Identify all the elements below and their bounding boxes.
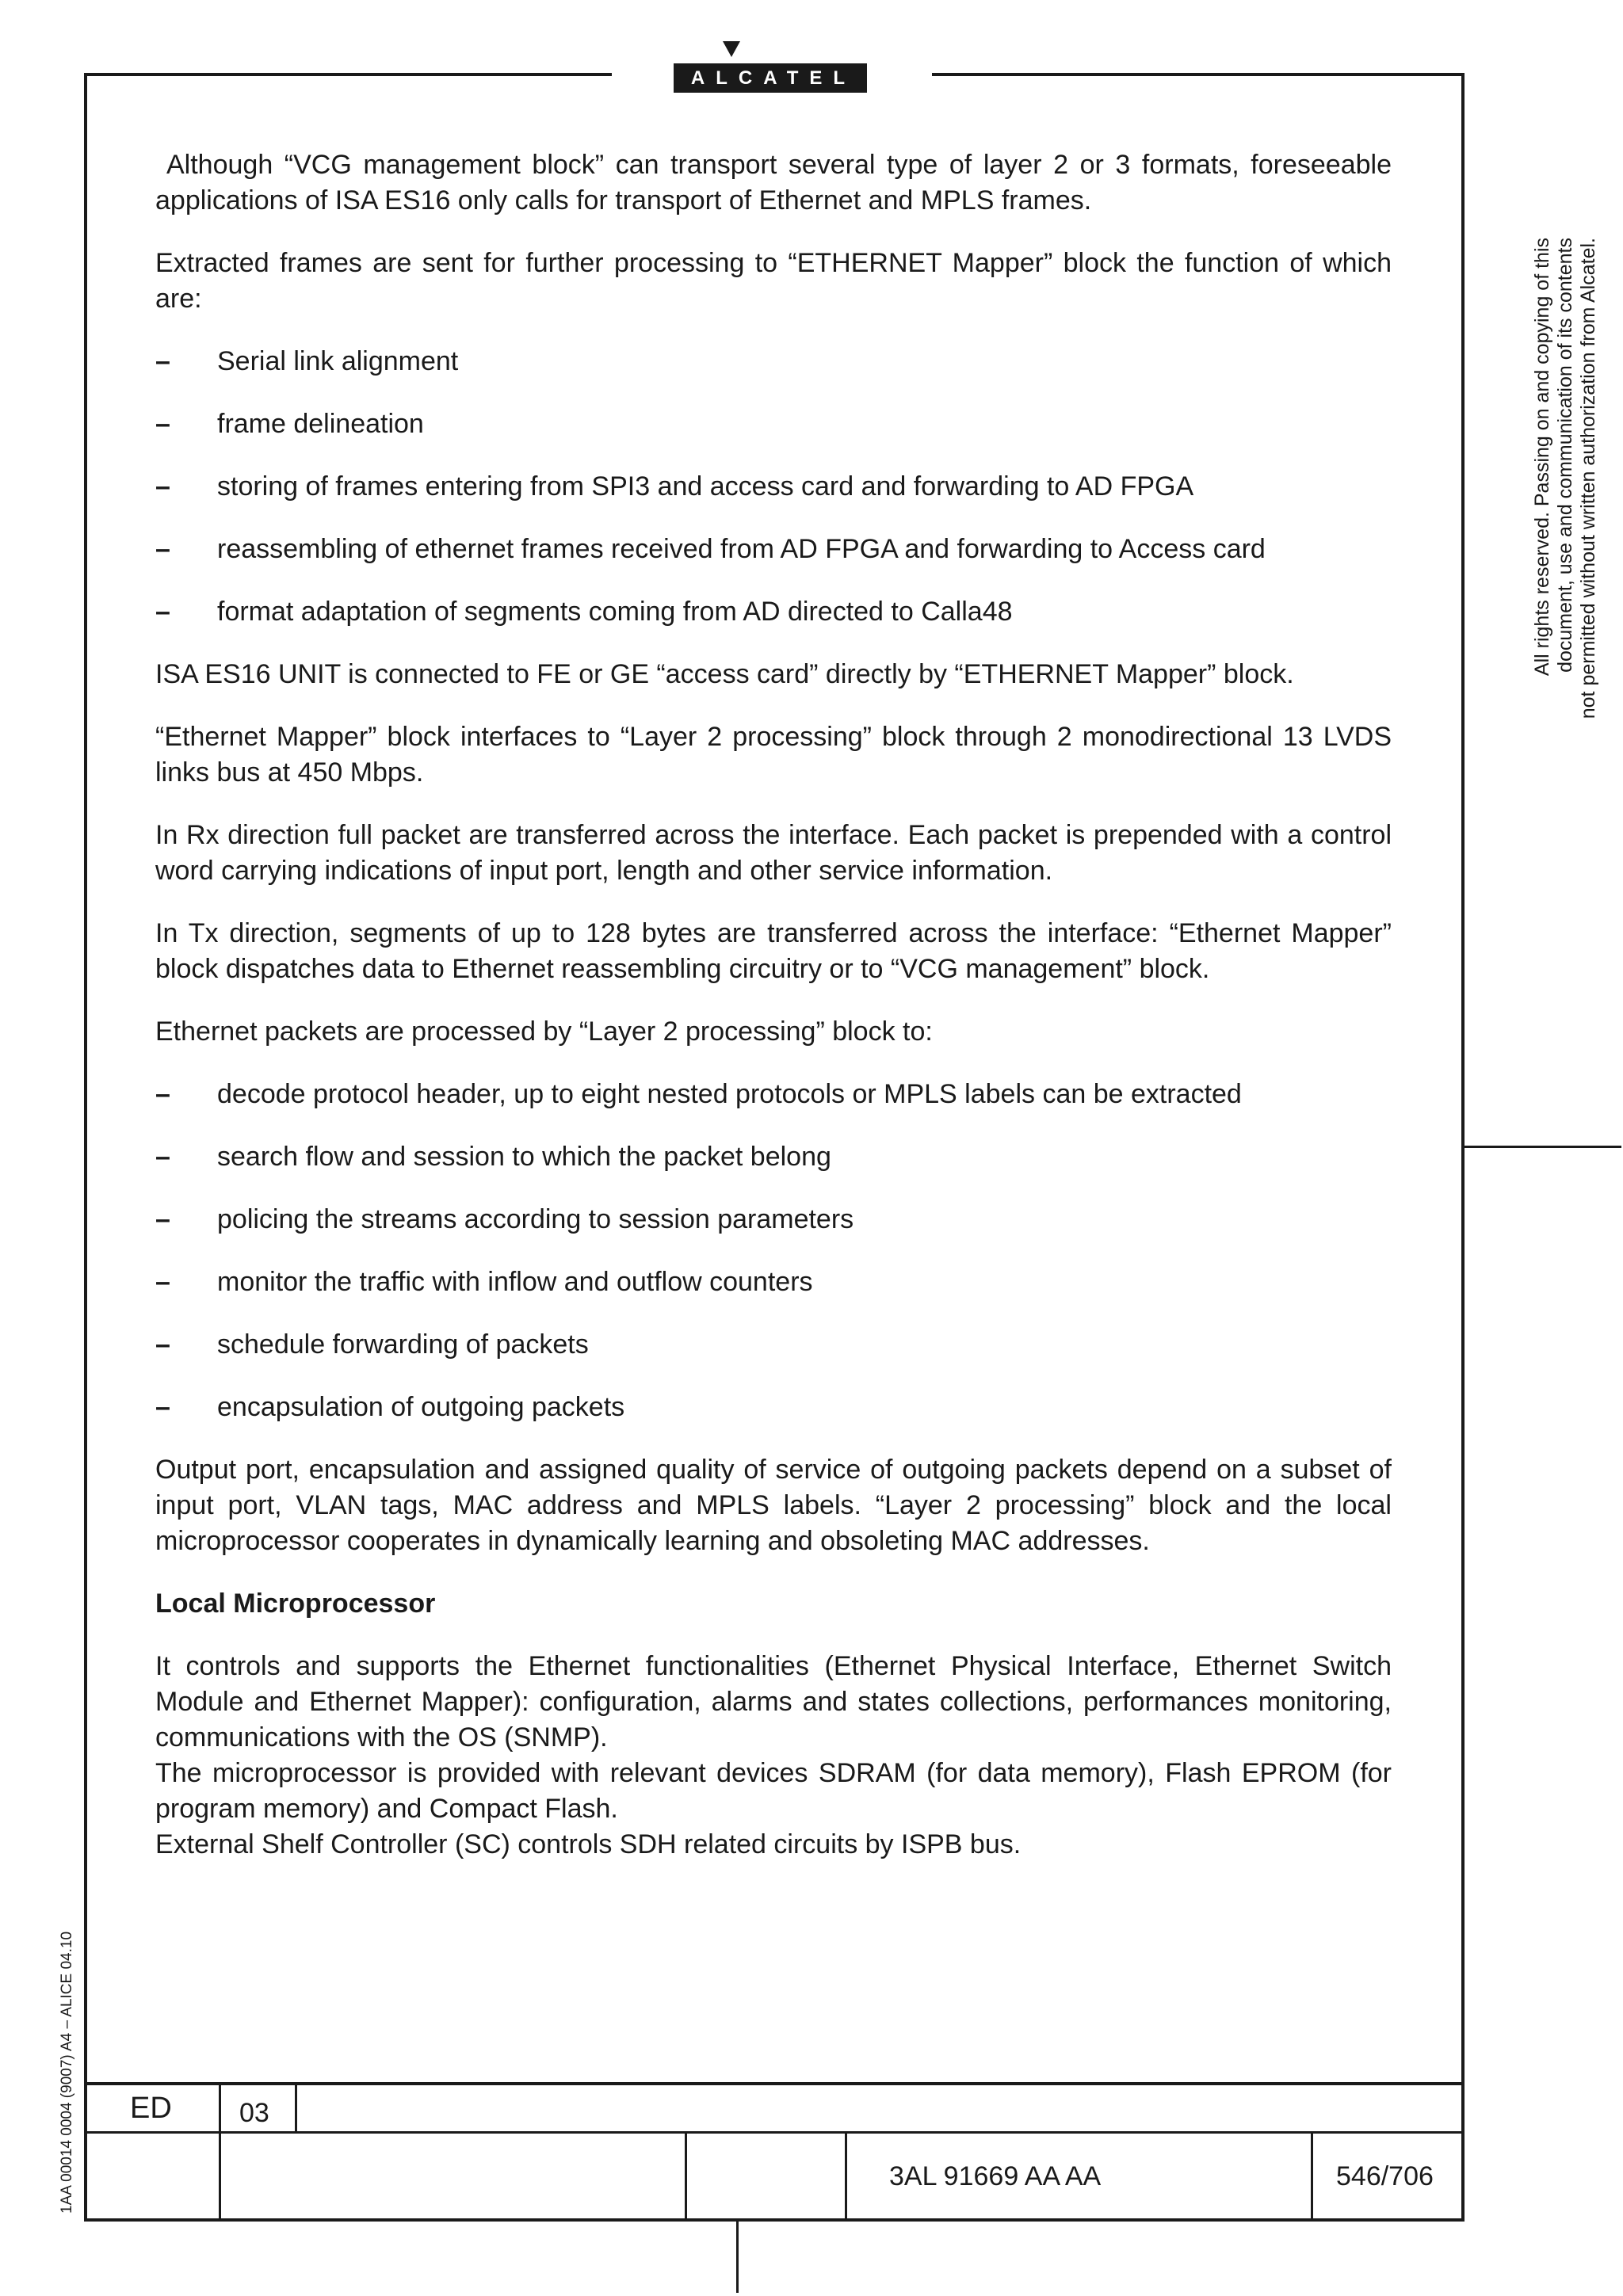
document-number: 3AL 91669 AA AA [889,2161,1102,2191]
margin-tick [1463,1146,1621,1148]
list-item-text: reassembling of ethernet frames received from AD FPGA and forwarding to Access card [217,534,1266,564]
frame-left [84,73,87,2220]
dash-marker: – [155,1204,170,1234]
list-item [155,406,1392,442]
logo-arrow-icon [723,41,740,57]
footer-bottom-line [84,2218,1465,2222]
dash-marker: – [155,1267,170,1297]
frame-top-left [84,73,612,76]
dash-marker: – [155,1392,170,1422]
list-item-text: Serial link alignment [217,346,459,376]
edition-label: ED [130,2092,172,2125]
list-item-text: policing the streams according to session parameters [217,1204,854,1234]
edition-value: 03 [239,2098,269,2128]
dash-marker: – [155,534,170,564]
footer-divider [845,2131,847,2220]
dash-marker: – [155,346,170,376]
copyright-line: All rights reserved. Passing on and copying of this [1531,238,1553,677]
footer-divider [219,2082,221,2220]
list-item-text: search flow and session to which the packet belong [217,1142,831,1172]
page-number: 546/706 [1336,2161,1434,2191]
paragraph: The microprocessor is provided with relevant devices SDRAM (for data memory), Flash EPROM (for program memory) and Compact Flash. [155,1758,1392,1824]
list-item [155,1077,1392,1112]
dash-marker: – [155,1079,170,1109]
list-item-text: monitor the traffic with inflow and outflow counters [217,1267,813,1297]
footer-divider [685,2131,687,2220]
list-item-text: frame delineation [217,409,424,439]
copyright-line: not permitted without written authorization from Alcatel. [1577,238,1599,719]
list-item [155,594,1392,630]
section-heading: Local Microprocessor [155,1589,436,1619]
paragraph: It controls and supports the Ethernet functionalities (Ethernet Physical Interface, Ethernet Switch Module and Ethernet Mapper): configuration, alarms and states collections, performances monitoring, communications with the OS (SNMP). [155,1651,1392,1753]
list-item-text: storing of frames entering from SPI3 and access card and forwarding to AD FPGA [217,471,1194,502]
footer-divider [1311,2131,1313,2220]
list-item [155,344,1392,379]
list-item [155,532,1392,567]
list-item [155,1139,1392,1175]
paragraph: In Tx direction, segments of up to 128 bytes are transferred across the interface: “Ethernet Mapper” block dispatches data to Ethernet reassembling circuitry or to “VCG management” block. [155,918,1392,984]
footer-stub [736,2220,739,2293]
footer-top-line [84,2082,1465,2085]
list-item [155,1327,1392,1363]
page-body [155,147,1392,1863]
footer-divider [295,2082,297,2133]
paragraph: “Ethernet Mapper” block interfaces to “Layer 2 processing” block through 2 monodirectional 13 LVDS links bus at 450 Mbps. [155,722,1392,788]
dash-marker: – [155,597,170,627]
list-item [155,1264,1392,1300]
list-item-text: encapsulation of outgoing packets [217,1392,625,1422]
paragraph: External Shelf Controller (SC) controls SDH related circuits by ISPB bus. [155,1829,1022,1859]
list-item [155,1390,1392,1425]
form-code: 1AA 00014 0004 (9007) A4 – ALICE 04.10 [59,1931,75,2214]
copyright-note [1531,238,1600,792]
paragraph: In Rx direction full packet are transferred across the interface. Each packet is prepended with a control word carrying indications of input port, length and other service information. [155,820,1392,886]
copyright-line: document, use and communication of its contents [1554,238,1576,673]
paragraph: Output port, encapsulation and assigned quality of service of outgoing packets depend on a subset of input port, VLAN tags, MAC address and MPLS labels. “Layer 2 processing” block and the local microprocessor cooperates in dynamically learning and obsoleting MAC addresses. [155,1455,1392,1556]
dash-marker: – [155,409,170,439]
list-item-text: format adaptation of segments coming from AD directed to Calla48 [217,597,1013,627]
list-item-text: schedule forwarding of packets [217,1329,589,1360]
paragraph: Although “VCG management block” can transport several type of layer 2 or 3 formats, foreseeable applications of ISA ES16 only calls for transport of Ethernet and MPLS frames. [155,150,1392,215]
dash-marker: – [155,1329,170,1360]
frame-top-right [932,73,1465,76]
paragraph: Ethernet packets are processed by “Layer 2 processing” block to: [155,1016,933,1047]
list-item-text: decode protocol header, up to eight nested protocols or MPLS labels can be extracted [217,1079,1242,1109]
dash-marker: – [155,471,170,502]
paragraph: Extracted frames are sent for further processing to “ETHERNET Mapper” block the function of which are: [155,248,1392,314]
paragraph: ISA ES16 UNIT is connected to FE or GE “access card” directly by “ETHERNET Mapper” block. [155,659,1294,689]
list-item [155,469,1392,505]
footer-mid-line [84,2131,1465,2134]
alcatel-logo: ALCATEL [674,63,867,93]
list-item [155,1202,1392,1238]
dash-marker: – [155,1142,170,1172]
